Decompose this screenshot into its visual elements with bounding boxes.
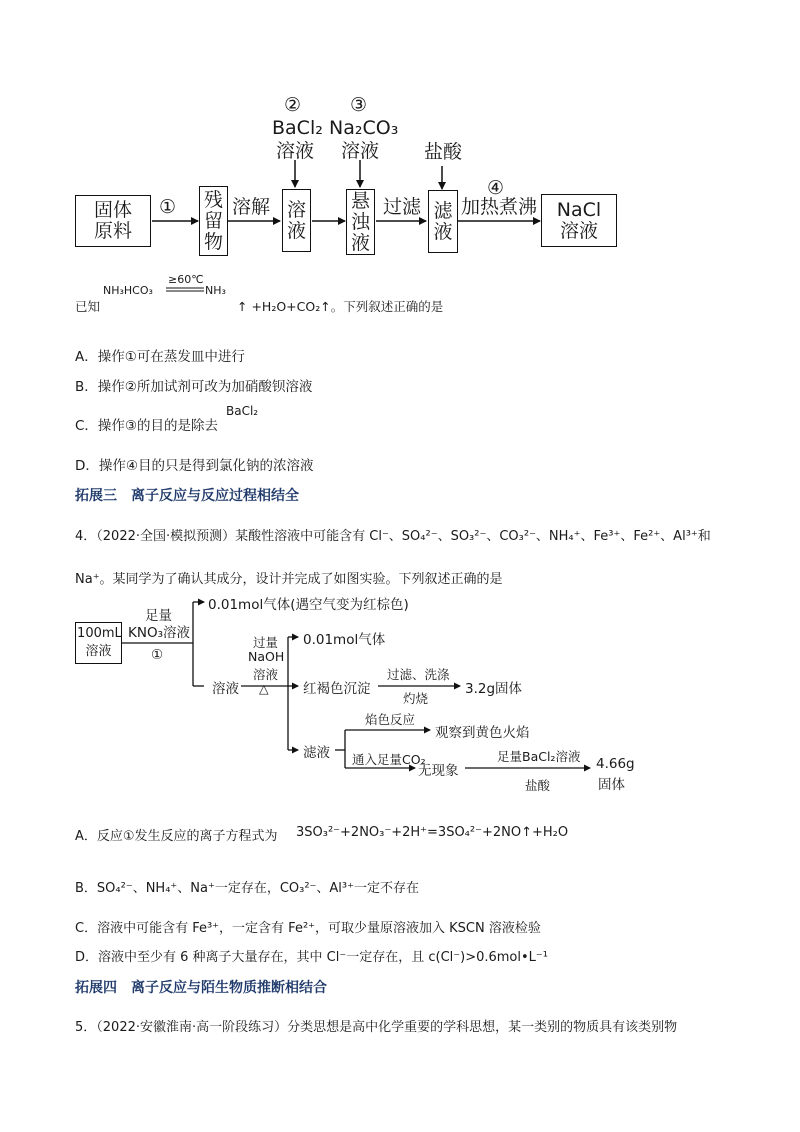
label-heat-triangle: △: [259, 681, 269, 696]
label-red-brown-ppt: 红褐色沉淀: [303, 681, 371, 697]
label-naoh-solution: 溶液: [253, 667, 279, 682]
q3-option-b: B．操作②所加试剂可改为加硝酸钡溶液: [75, 379, 313, 395]
label-reagent2-num: ②: [284, 94, 302, 116]
box-nacl-label: NaCl溶液: [556, 198, 602, 242]
label-sufficient: 足量: [145, 608, 172, 624]
q3-option-a: A．操作①可在蒸发皿中进行: [75, 349, 245, 365]
label-heat-boil: 加热煮沸: [461, 196, 538, 218]
label-step1: ①: [159, 196, 177, 218]
label-naoh: NaOH: [248, 649, 285, 664]
section-heading-4: 拓展四 离子反应与陌生物质推断相结合: [75, 980, 327, 996]
equation-condition: ≥60℃: [168, 273, 204, 286]
label-naoh-excess: 过量: [253, 635, 279, 650]
label-reagent2-solution: 溶液: [276, 140, 315, 162]
label-step4: ④: [487, 177, 505, 199]
box-filtrate-label: 滤液: [433, 199, 453, 243]
label-reagent3-num: ③: [350, 94, 368, 116]
label-gas2: 0.01mol气体: [303, 632, 386, 648]
label-hcl-2: 盐酸: [525, 778, 551, 793]
label-flame-test: 焰色反应: [365, 712, 416, 727]
box-100ml-solution: [75, 622, 122, 664]
label-reagent3-na2co3: Na₂CO₃: [329, 117, 399, 139]
equation-reactant: NH₃HCO₃: [103, 284, 153, 297]
q3-option-c-chem: BaCl₂: [226, 404, 259, 418]
q4-option-c: C．溶液中可能含有 Fe³⁺，一定含有 Fe²⁺，可取少量原溶液加入 KSCN 溶液检验: [75, 921, 541, 936]
label-solid-4-66g: 4.66g: [596, 756, 635, 772]
q4-stem-line1: 4．（2022·全国·模拟预测）某酸性溶液中可能含有 Cl⁻、SO₄²⁻、SO₃²⁻、CO₃²⁻、NH₄⁺、Fe³⁺、Fe²⁺、Al³⁺和: [75, 529, 711, 544]
label-ignite: 灼烧: [403, 691, 429, 706]
label-solution: 溶液: [212, 681, 239, 697]
label-filtrate: 滤液: [303, 745, 330, 761]
label-dissolve: 溶解: [232, 196, 271, 218]
q4-option-a-equation: 3SO₃²⁻+2NO₃⁻+2H⁺=3SO₄²⁻+2NO↑+H₂O: [296, 825, 569, 840]
q4-stem-line2: Na⁺。某同学为了确认其成分，设计并完成了如图实验。下列叙述正确的是: [75, 572, 503, 587]
q3-option-c: C．操作③的目的是除去: [75, 418, 219, 434]
label-reagent2-bacl2: BaCl₂: [272, 117, 323, 139]
box-turbid-label: 悬浊液: [351, 189, 371, 254]
label-yellow-flame: 观察到黄色火焰: [435, 725, 530, 741]
known-prefix: 已知: [75, 299, 101, 314]
label-no-change: 无现象: [418, 763, 459, 779]
label-step1-b: ①: [151, 647, 164, 663]
label-hcl: 盐酸: [424, 141, 463, 163]
q4-option-b: B．SO₄²⁻、NH₄⁺、Na⁺一定存在，CO₃²⁻、Al³⁺一定不存在: [75, 881, 419, 896]
label-filter-wash: 过滤、洗涤: [387, 667, 450, 682]
section-heading-3: 拓展三 离子反应与反应过程相结全: [75, 488, 299, 504]
q5-stem-line1: 5．（2022·安徽淮南·高一阶段练习）分类思想是高中化学重要的学科思想，某一类别的物质具有该类别物: [75, 1020, 678, 1035]
equation-product: NH₃: [205, 284, 226, 297]
q4-option-a-prefix: A．反应①发生反应的离子方程式为: [75, 829, 278, 844]
box-residue-label: 残留物: [204, 188, 224, 253]
box-solution-label: 溶液: [287, 198, 307, 242]
box-solid-raw-label: 固体原料: [93, 199, 132, 242]
box-100ml-label: 100mL溶液: [77, 626, 122, 659]
label-co2: 通入足量CO₂: [352, 752, 426, 767]
label-solid-3-2g: 3.2g固体: [465, 681, 523, 697]
label-solid-word: 固体: [598, 777, 625, 793]
label-gas1: 0.01mol气体(遇空气变为红棕色): [208, 597, 409, 613]
q4-option-d: D．溶液中至少有 6 种离子大量存在，其中 Cl⁻一定存在，且 c(Cl⁻)>0.6mol•L⁻¹: [75, 950, 548, 965]
label-reagent3-solution: 溶液: [341, 140, 380, 162]
label-bacl2-solution: 足量BaCl₂溶液: [497, 749, 581, 764]
q3-option-d: D．操作④目的只是得到氯化钠的浓溶液: [75, 458, 314, 474]
equation-rest: ↑ +H₂O+CO₂↑。下列叙述正确的是: [237, 299, 444, 314]
label-kno3: KNO₃溶液: [128, 625, 190, 641]
label-filter: 过滤: [383, 196, 422, 218]
